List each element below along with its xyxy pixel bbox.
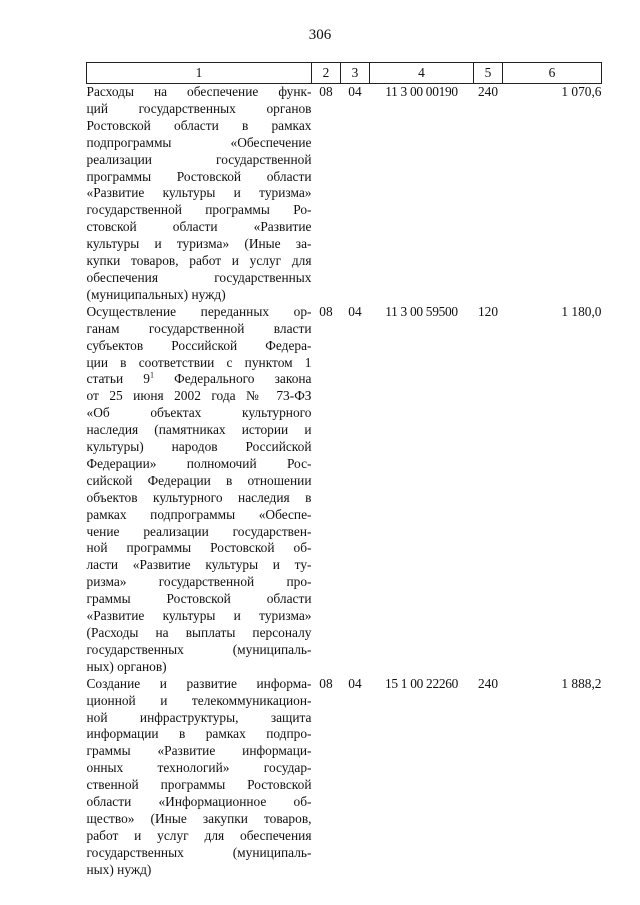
description-line: граммы «Развитие информаци- (86, 743, 312, 759)
description-line: ственной программы Ростовской (86, 777, 312, 793)
description-line: ции в соответствии с пунктом 1 (86, 354, 312, 370)
description-line: субъектов Российской Федера- (86, 337, 312, 353)
description-line: Расходы на обеспечение функ- (86, 84, 312, 99)
budget-table (86, 62, 602, 879)
description-line: «Развитие культуры и туризма» (86, 608, 312, 624)
row-description (87, 84, 312, 304)
description-line: подпрограммы «Обеспечение (86, 134, 312, 150)
description-line: объектов культурного наследия в (86, 489, 312, 505)
header-col-2: 2 (312, 63, 341, 84)
description-line: Осуществление переданных ор- (86, 303, 312, 319)
description-line: (Расходы на выплаты персоналу (86, 625, 312, 640)
row-description (87, 676, 312, 879)
header-col-5: 5 (474, 63, 503, 84)
cell-target-code: 15 1 00 22260 (384, 675, 459, 691)
cell-expense-type: 240 (477, 84, 499, 99)
description-line: ганам государственной власти (86, 320, 312, 336)
table-row (87, 304, 602, 676)
description-line: рамках подпрограммы «Обеспе- (86, 506, 312, 522)
cell-target-code: 11 3 00 59500 (385, 303, 458, 319)
description-line: культуры и туризма» (Иные за- (86, 236, 312, 252)
header-col-4: 4 (370, 63, 474, 84)
description-line (87, 371, 312, 388)
cell-expense-type: 240 (477, 675, 499, 691)
superscript: 1 (150, 370, 155, 380)
description-line: работ и услуг для обеспечения (86, 827, 312, 843)
article-ref: статьи 9 (86, 371, 151, 387)
cell-amount: 1 888,2 (561, 675, 602, 691)
description-line: государственной программы Ро- (86, 202, 312, 218)
description-line: программы Ростовской области (86, 168, 312, 184)
header-col-1: 1 (87, 63, 312, 84)
description-line: Ростовской области в рамках (86, 117, 312, 133)
cell-target-code: 11 3 00 00190 (385, 84, 458, 99)
description-line: «Об объектах культурного (86, 405, 312, 421)
description-line: онных технологий» государ- (86, 760, 312, 776)
law-ref: Федерального закона (154, 371, 312, 387)
description-line: стовской области «Развитие (86, 219, 312, 235)
description-line: государственных (муниципаль- (86, 844, 312, 860)
description-line: (муниципальных) нужд) (86, 286, 226, 302)
table-row (87, 676, 602, 879)
description-line: области «Информационное об- (86, 794, 312, 810)
cell-section: 08 (319, 84, 333, 99)
description-line: щество» (Иные закупки товаров, (86, 810, 312, 826)
row-description (87, 304, 312, 676)
description-line: сийской Федерации в отношении (86, 472, 312, 488)
cell-amount: 1 180,0 (561, 303, 602, 319)
description-line: ных) органов) (86, 658, 167, 674)
description-line: купки товаров, работ и услуг для (86, 253, 312, 269)
description-line: от 25 июня 2002 года № 73-ФЗ (86, 388, 312, 404)
description-line: чение реализации государствен- (86, 523, 312, 539)
header-col-6: 6 (503, 63, 602, 84)
description-line: культуры) народов Российской (86, 439, 312, 455)
cell-amount: 1 070,6 (561, 84, 602, 99)
description-line: ций государственных органов (86, 100, 312, 116)
description-line: ной инфраструктуры, защита (86, 709, 312, 725)
description-line: ризма» государственной про- (86, 574, 312, 590)
description-line: граммы Ростовской области (86, 591, 312, 607)
description-line: государственных (муниципаль- (86, 641, 312, 657)
cell-subsection: 04 (348, 84, 362, 99)
description-line: обеспечения государственных (86, 269, 312, 285)
table-header-row (87, 63, 602, 84)
description-line: ной программы Ростовской об- (86, 540, 312, 556)
description-line: реализации государственной (86, 151, 312, 167)
description-line: Федерации» полномочий Рос- (86, 455, 312, 471)
cell-subsection: 04 (348, 675, 362, 691)
cell-expense-type: 120 (477, 303, 499, 319)
cell-subsection: 04 (348, 303, 362, 319)
description-line: ных) нужд) (86, 861, 152, 877)
cell-section: 08 (319, 675, 333, 691)
description-line: «Развитие культуры и туризма» (86, 185, 312, 201)
header-col-3: 3 (341, 63, 370, 84)
description-line: информации в рамках подпро- (86, 726, 312, 742)
cell-section: 08 (319, 303, 333, 319)
description-line: наследия (памятниках истории и (86, 422, 312, 438)
page-number: 306 (308, 27, 332, 43)
description-line: ласти «Развитие культуры и ту- (86, 557, 312, 573)
description-line: Создание и развитие информа- (86, 675, 312, 691)
table-row (87, 84, 602, 304)
description-line: ционной и телекоммуникацион- (86, 692, 312, 708)
